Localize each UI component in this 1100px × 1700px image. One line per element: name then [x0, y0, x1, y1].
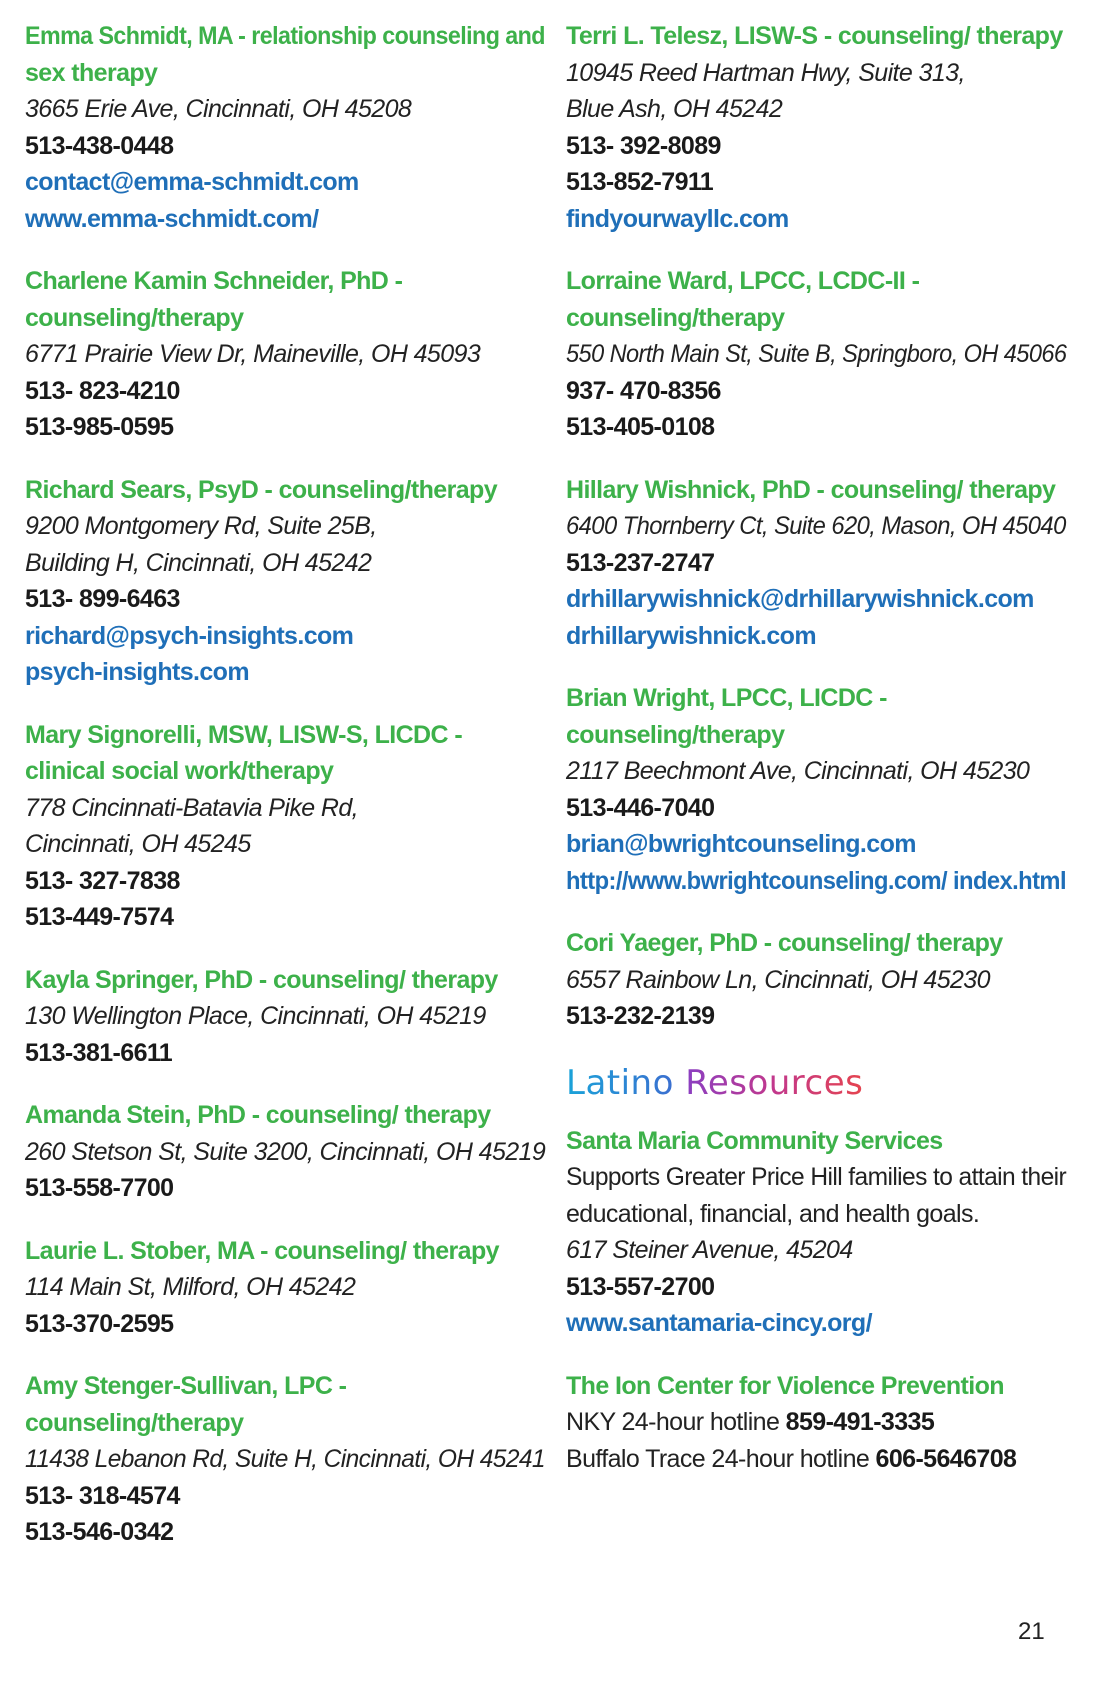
hotline-label: NKY 24-hour hotline	[566, 1408, 780, 1436]
org-name: The Ion Center for Violence Prevention	[566, 1371, 1004, 1400]
provider-link[interactable]: richard@psych-insights.com	[25, 621, 354, 650]
provider-name: Cori Yaeger, PhD - counseling/ therapy	[566, 929, 1003, 957]
provider-link[interactable]: www.emma-schmidt.com/	[25, 204, 319, 233]
provider-name: counseling/therapy	[25, 1408, 244, 1437]
left-column	[25, 18, 545, 1577]
org-address: 617 Steiner Avenue, 45204	[566, 1236, 853, 1264]
provider-phone: 513-232-2139	[566, 1002, 715, 1030]
provider-name: Hillary Wishnick, PhD - counseling/ therapy	[566, 475, 1056, 504]
provider-entry	[566, 263, 1066, 446]
provider-entry	[25, 717, 545, 936]
latino-resources-heading	[566, 1061, 1066, 1105]
provider-entry	[25, 1368, 545, 1551]
provider-name: Brian Wright, LPCC, LICDC -	[566, 684, 887, 712]
provider-link[interactable]: findyourwayllc.com	[566, 204, 789, 233]
provider-address: Blue Ash, OH 45242	[566, 95, 783, 123]
provider-phone: 513-381-6611	[25, 1038, 173, 1067]
hotline-line	[566, 1441, 1066, 1478]
provider-entry	[566, 925, 1066, 1035]
provider-name: Laurie L. Stober, MA - counseling/ therapy	[25, 1236, 499, 1265]
provider-name: Richard Sears, PsyD - counseling/therapy	[25, 475, 497, 504]
provider-phone: 513-446-7040	[566, 793, 715, 822]
provider-link[interactable]: http://www.bwrightcounseling.com/ index.html	[566, 866, 1066, 895]
provider-phone: 513- 392-8089	[566, 131, 721, 160]
provider-entry	[566, 680, 1066, 899]
provider-name: counseling/therapy	[566, 303, 785, 332]
provider-phone: 513-985-0595	[25, 413, 174, 441]
org-description-line: educational, financial, and health goals.	[566, 1199, 980, 1228]
provider-phone: 513-237-2747	[566, 548, 715, 577]
provider-phone: 513-405-0108	[566, 413, 715, 441]
provider-address: 778 Cincinnati-Batavia Pike Rd,	[25, 793, 358, 822]
provider-name: Amanda Stein, PhD - counseling/ therapy	[25, 1101, 491, 1129]
provider-link[interactable]: drhillarywishnick@drhillarywishnick.com	[566, 585, 1034, 613]
provider-name: sex therapy	[25, 58, 158, 87]
provider-address: 2117 Beechmont Ave, Cincinnati, OH 45230	[566, 757, 1030, 785]
provider-address: 114 Main St, Milford, OH 45242	[25, 1273, 356, 1301]
provider-address: 6771 Prairie View Dr, Maineville, OH 45093	[25, 340, 481, 368]
org-name: Santa Maria Community Services	[566, 1126, 943, 1155]
provider-name: Amy Stenger-Sullivan, LPC -	[25, 1372, 347, 1400]
provider-entry	[566, 472, 1066, 655]
provider-name: counseling/therapy	[25, 303, 244, 332]
org-website-link[interactable]: www.santamaria-cincy.org/	[566, 1309, 872, 1337]
provider-phone: 513- 318-4574	[25, 1481, 180, 1510]
provider-address: 6400 Thornberry Ct, Suite 620, Mason, OH 45040	[566, 512, 1066, 540]
provider-phone: 513-370-2595	[25, 1309, 174, 1338]
provider-entry	[25, 18, 545, 237]
provider-address: 550 North Main St, Suite B, Springboro, OH 45066	[566, 340, 1067, 368]
provider-name: Lorraine Ward, LPCC, LCDC-II -	[566, 267, 920, 295]
provider-name: Kayla Springer, PhD - counseling/ therapy	[25, 965, 498, 994]
provider-phone: 513-558-7700	[25, 1174, 174, 1202]
provider-address: 3665 Erie Ave, Cincinnati, OH 45208	[25, 95, 412, 123]
heading-word-resources: Resources	[685, 1062, 864, 1103]
hotline-line	[566, 1404, 1066, 1441]
provider-phone: 937- 470-8356	[566, 376, 721, 405]
ion-center-entry	[566, 1368, 1066, 1478]
org-description-line: Supports Greater Price Hill families to attain their	[566, 1163, 1067, 1191]
provider-phone: 513- 823-4210	[25, 376, 180, 405]
provider-phone: 513- 327-7838	[25, 866, 180, 895]
hotline-label: Buffalo Trace 24-hour hotline	[566, 1444, 870, 1473]
provider-phone: 513-546-0342	[25, 1518, 174, 1546]
provider-name: Emma Schmidt, MA - relationship counseling and	[25, 22, 545, 50]
provider-entry	[566, 18, 1066, 237]
right-column-listings	[566, 18, 1066, 1035]
santa-maria-entry	[566, 1123, 1066, 1342]
org-phone: 513-557-2700	[566, 1272, 715, 1301]
provider-phone: 513-852-7911	[566, 168, 714, 196]
page-number: 21	[1018, 1618, 1045, 1645]
provider-name: Charlene Kamin Schneider, PhD -	[25, 267, 403, 295]
provider-address: 130 Wellington Place, Cincinnati, OH 45219	[25, 1002, 486, 1030]
provider-link[interactable]: drhillarywishnick.com	[566, 621, 816, 650]
hotline-number: 859-491-3335	[785, 1408, 935, 1436]
right-column	[566, 18, 1066, 1503]
provider-entry	[25, 263, 545, 446]
provider-name: counseling/therapy	[566, 720, 785, 749]
provider-phone: 513- 899-6463	[25, 585, 180, 613]
provider-address: Cincinnati, OH 45245	[25, 830, 251, 858]
provider-address: 6557 Rainbow Ln, Cincinnati, OH 45230	[566, 965, 990, 994]
provider-link[interactable]: psych-insights.com	[25, 658, 249, 686]
provider-name: clinical social work/therapy	[25, 757, 334, 785]
provider-entry	[25, 1097, 545, 1207]
heading-word-latino: Latino	[566, 1062, 674, 1103]
provider-address: 260 Stetson St, Suite 3200, Cincinnati, OH 45219	[25, 1137, 546, 1166]
provider-entry	[25, 962, 545, 1072]
provider-entry	[25, 1233, 545, 1343]
provider-name: Terri L. Telesz, LISW-S - counseling/ therapy	[566, 22, 1063, 50]
hotline-number: 606-5646708	[875, 1444, 1017, 1473]
provider-address: 9200 Montgomery Rd, Suite 25B,	[25, 512, 377, 540]
provider-address: Building H, Cincinnati, OH 45242	[25, 548, 372, 577]
provider-link[interactable]: brian@bwrightcounseling.com	[566, 830, 916, 858]
provider-phone: 513-449-7574	[25, 903, 174, 931]
provider-link[interactable]: contact@emma-schmidt.com	[25, 168, 359, 196]
provider-entry	[25, 472, 545, 691]
provider-phone: 513-438-0448	[25, 131, 174, 160]
provider-address: 10945 Reed Hartman Hwy, Suite 313,	[566, 58, 965, 87]
provider-address: 11438 Lebanon Rd, Suite H, Cincinnati, OH 45241	[25, 1445, 545, 1473]
provider-name: Mary Signorelli, MSW, LISW-S, LICDC -	[25, 720, 463, 749]
